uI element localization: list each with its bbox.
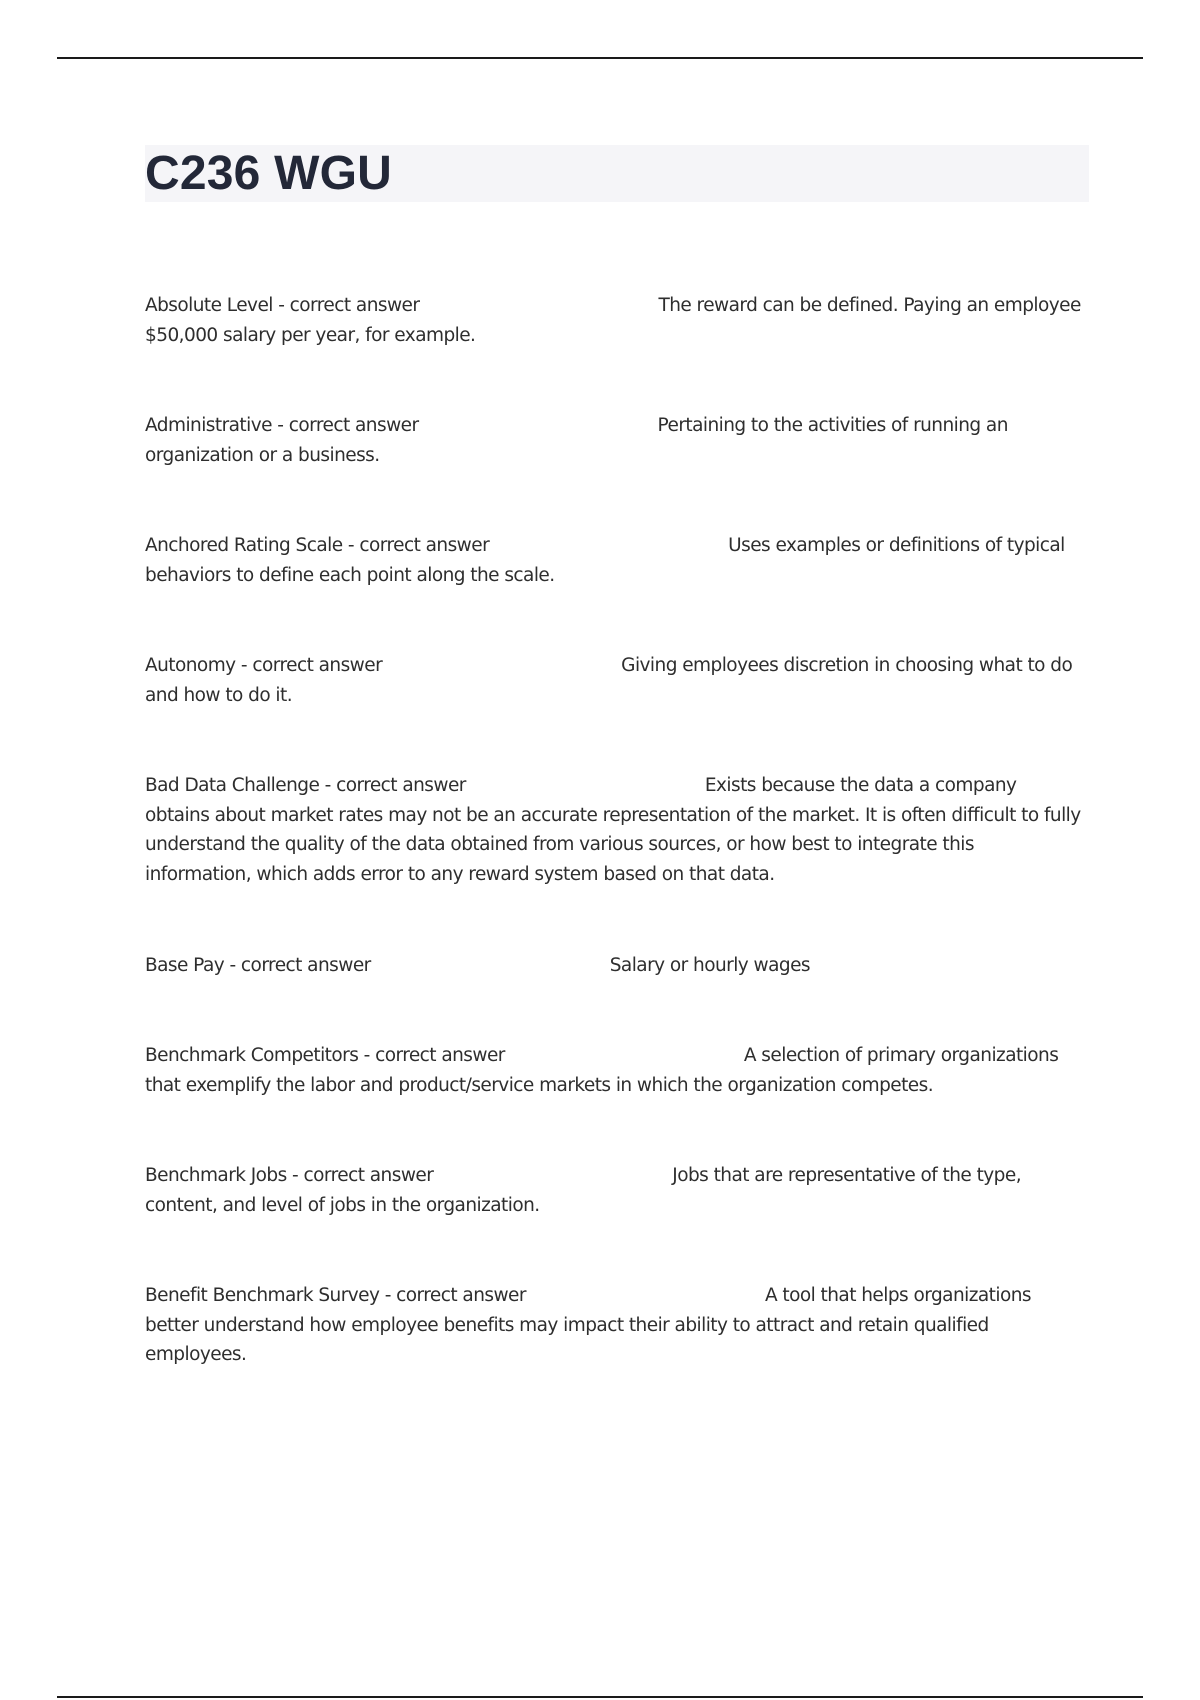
flashcard-entry <box>145 951 1085 981</box>
flashcard-entry <box>145 1281 1085 1370</box>
entry-separator: - correct answer <box>379 1285 526 1306</box>
entry-separator: - correct answer <box>358 1045 505 1066</box>
title-banner <box>145 145 1089 202</box>
flashcard-entry <box>145 651 1085 710</box>
entry-term: Benchmark Competitors <box>145 1045 359 1066</box>
flashcard-entry <box>145 1041 1085 1100</box>
entry-term: Absolute Level <box>145 295 273 316</box>
entry-separator: - correct answer <box>235 655 383 676</box>
entry-term: Bad Data Challenge <box>145 775 320 796</box>
entry-separator: - correct answer <box>319 775 466 796</box>
flashcard-entry <box>145 291 1085 350</box>
entry-definition: Pertaining to the activities of running an organization or a business. <box>145 415 1008 466</box>
top-rule <box>57 57 1143 59</box>
entry-term: Benefit Benchmark Survey <box>145 1285 380 1306</box>
entry-separator: - correct answer <box>342 535 490 556</box>
entry-definition: A tool that helps organizations better understand how employee benefits may impact their ability to attract and retain qualified employees. <box>145 1285 1031 1365</box>
entry-separator: - correct answer <box>286 1165 434 1186</box>
entry-term: Anchored Rating Scale <box>145 535 343 556</box>
entry-definition: Exists because the data a company obtains about market rates may not be an accurate representation of the market. It is often difficult to fully understand the quality of the data obtained from various sources, or how best to integrate this information, which adds error to any reward system based on that data. <box>145 775 1081 885</box>
entry-definition: Salary or hourly wages <box>609 955 810 976</box>
entry-definition: Giving employees discretion in choosing what to do and how to do it. <box>145 655 1073 706</box>
entry-term: Administrative <box>145 415 272 436</box>
entry-term: Autonomy <box>145 655 236 676</box>
entry-separator: - correct answer <box>272 295 420 316</box>
entry-term: Benchmark Jobs <box>145 1165 287 1186</box>
entry-separator: - correct answer <box>224 955 371 976</box>
entry-separator: - correct answer <box>271 415 419 436</box>
entry-definition: A selection of primary organizations that exemplify the labor and product/service markets in which the organization competes. <box>145 1045 1059 1096</box>
entry-definition: Uses examples or definitions of typical behaviors to define each point along the scale. <box>145 535 1065 586</box>
flashcard-entry <box>145 531 1085 590</box>
flashcard-entry <box>145 1161 1085 1220</box>
bottom-rule <box>57 1696 1143 1698</box>
entry-definition: The reward can be defined. Paying an employee $50,000 salary per year, for example. <box>145 295 1081 346</box>
entry-term: Base Pay <box>145 955 225 976</box>
flashcard-entry <box>145 771 1085 889</box>
entry-definition: Jobs that are representative of the type, content, and level of jobs in the organization. <box>145 1165 1022 1216</box>
page-title: C236 WGU <box>145 147 392 200</box>
flashcard-entry <box>145 411 1085 470</box>
